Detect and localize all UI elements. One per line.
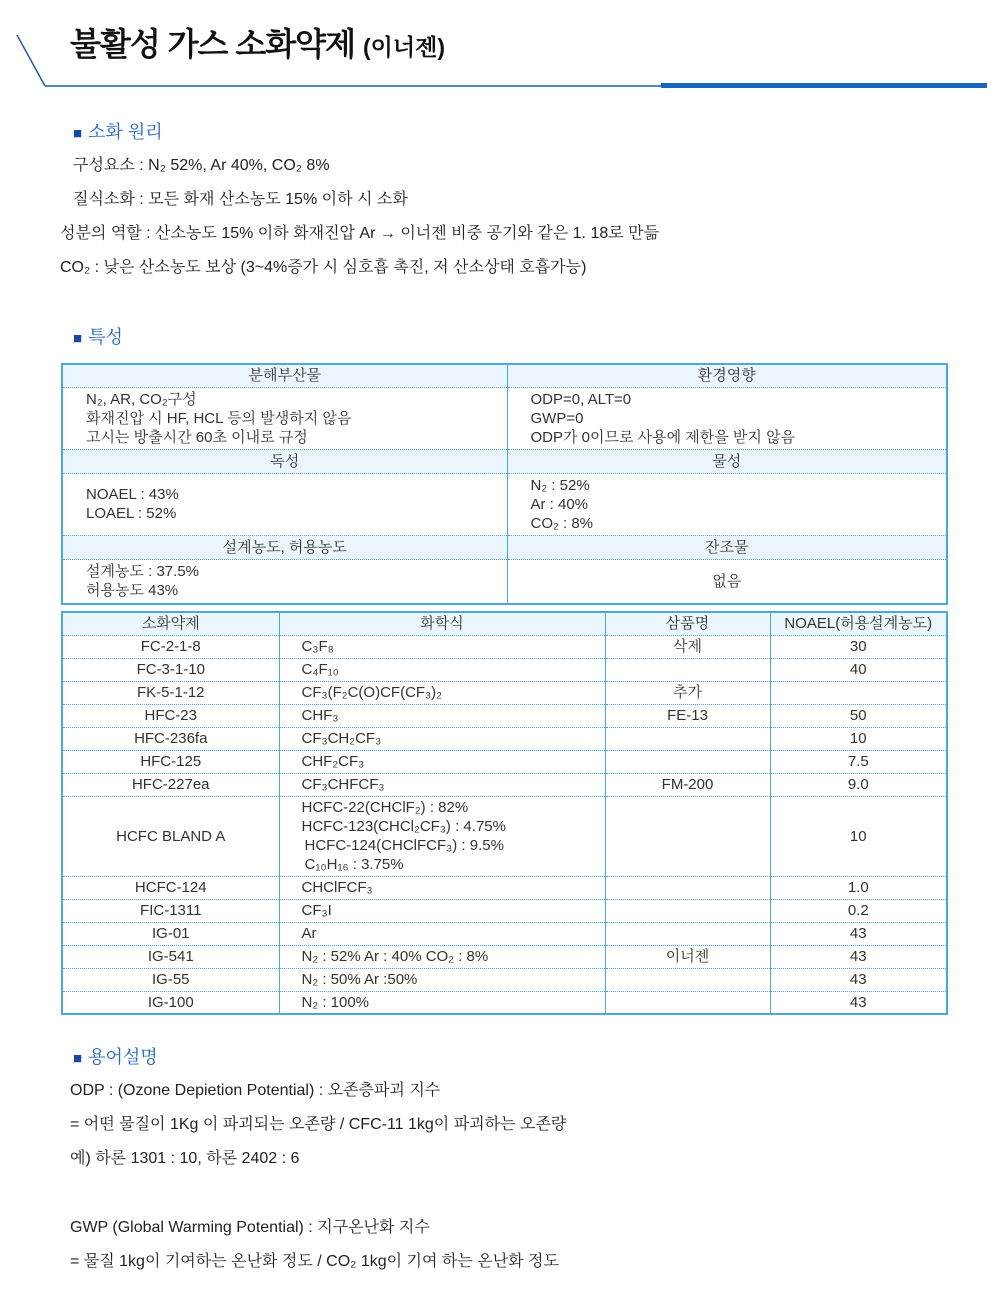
page-title-subtitle: (이너젠) bbox=[363, 34, 445, 60]
cell-line: ODP가 0이므로 사용에 제한을 받지 않음 bbox=[530, 428, 796, 446]
properties-header-row bbox=[62, 535, 947, 559]
header-agent: 소화약제 bbox=[62, 612, 279, 635]
section-heading-terms bbox=[73, 1046, 158, 1070]
header-decomposition-products: 분해부산물 bbox=[62, 364, 507, 387]
noael-cell: 40 bbox=[770, 658, 947, 681]
cell-line: Ar : 40% bbox=[530, 495, 589, 513]
term-gwp-line: GWP (Global Warming Potential) : 지구온난화 지수 bbox=[70, 1219, 430, 1236]
cell-line: N₂, AR, CO₂구성 bbox=[86, 390, 197, 408]
formula-cell bbox=[279, 796, 605, 876]
product-name-cell bbox=[605, 968, 770, 991]
section-heading-label: 특성 bbox=[88, 327, 123, 347]
design-concentration-cell bbox=[62, 559, 507, 604]
formula-cell: CF₃(F₂C(O)CF(CF₃)₂ bbox=[279, 681, 605, 704]
header-product-name: 삼품명 bbox=[605, 612, 770, 635]
product-name-cell bbox=[605, 899, 770, 922]
formula-cell: CF₃I bbox=[279, 899, 605, 922]
cell-line: 허용농도 43% bbox=[86, 582, 179, 600]
agent-name-cell: HCFC BLAND A bbox=[62, 796, 279, 876]
product-name-cell bbox=[605, 750, 770, 773]
page-title bbox=[70, 24, 445, 67]
table-row bbox=[62, 681, 947, 704]
product-name-cell: 삭제 bbox=[605, 635, 770, 658]
formula-cell: Ar bbox=[279, 922, 605, 945]
formula-cell: N₂ : 50% Ar :50% bbox=[279, 968, 605, 991]
table-row bbox=[62, 773, 947, 796]
noael-cell: 43 bbox=[770, 945, 947, 968]
header-diagonal-rule bbox=[17, 35, 45, 86]
bullet-square-icon: ■ bbox=[73, 125, 83, 142]
section-heading-label: 용어설명 bbox=[88, 1047, 158, 1067]
properties-content-row bbox=[62, 473, 947, 535]
agent-name-cell: IG-01 bbox=[62, 922, 279, 945]
table-row bbox=[62, 750, 947, 773]
agent-name-cell: FC-2-1-8 bbox=[62, 635, 279, 658]
page-title-main: 불활성 가스 소화약제 bbox=[70, 26, 355, 62]
agent-name-cell: HFC-23 bbox=[62, 704, 279, 727]
cell-line: 없음 bbox=[712, 572, 742, 590]
table-row bbox=[62, 922, 947, 945]
formula-line: HCFC-123(CHCl₂CF₃) : 4.75% bbox=[301, 818, 506, 835]
product-name-cell: FM-200 bbox=[605, 773, 770, 796]
cell-line: GWP=0 bbox=[530, 409, 584, 427]
noael-cell: 43 bbox=[770, 922, 947, 945]
noael-cell: 10 bbox=[770, 727, 947, 750]
header-thick-bar bbox=[661, 83, 987, 88]
agent-name-cell: IG-100 bbox=[62, 991, 279, 1014]
agent-name-cell: HFC-227ea bbox=[62, 773, 279, 796]
formula-cell: CHClFCF₃ bbox=[279, 876, 605, 899]
noael-cell: 0.2 bbox=[770, 899, 947, 922]
product-name-cell bbox=[605, 991, 770, 1014]
formula-cell: N₂ : 100% bbox=[279, 991, 605, 1014]
properties-content-row bbox=[62, 559, 947, 604]
term-gwp-definition-line: = 물질 1kg이 기여하는 온난화 정도 / CO₂ 1kg이 기여 하는 온난화 정도 bbox=[70, 1253, 559, 1270]
table-row bbox=[62, 727, 947, 750]
formula-line: HCFC-22(CHClF₂) : 82% bbox=[301, 799, 469, 816]
principle-composition-line: 구성요소 : N₂ 52%, Ar 40%, CO₂ 8% bbox=[73, 157, 330, 174]
formula-cell: CHF₂CF₃ bbox=[279, 750, 605, 773]
formula-cell: CF₃CHFCF₃ bbox=[279, 773, 605, 796]
noael-cell: 1.0 bbox=[770, 876, 947, 899]
cell-line: 설계농도 : 37.5% bbox=[86, 563, 199, 581]
cell-line: NOAEL : 43% bbox=[86, 486, 179, 503]
principle-suffocation-line: 질식소화 : 모든 화재 산소농도 15% 이하 시 소화 bbox=[73, 191, 408, 208]
product-name-cell bbox=[605, 796, 770, 876]
principle-co2-line: CO₂ : 낮은 산소농도 보상 (3~4%증가 시 심호흡 촉진, 저 산소상태 호흡가능) bbox=[60, 259, 587, 276]
agents-header-row bbox=[62, 612, 947, 635]
toxicity-cell bbox=[62, 473, 507, 535]
bullet-square-icon: ■ bbox=[73, 330, 83, 347]
agent-name-cell: FK-5-1-12 bbox=[62, 681, 279, 704]
noael-cell bbox=[770, 681, 947, 704]
agent-name-cell: IG-55 bbox=[62, 968, 279, 991]
table-row bbox=[62, 968, 947, 991]
agent-name-cell: HCFC-124 bbox=[62, 876, 279, 899]
physical-properties-cell bbox=[507, 473, 947, 535]
agent-name-cell: FIC-1311 bbox=[62, 899, 279, 922]
formula-line: C₁₀H₁₆ : 3.75% bbox=[304, 856, 404, 873]
noael-cell: 10 bbox=[770, 796, 947, 876]
formula-cell: CF₃CH₂CF₃ bbox=[279, 727, 605, 750]
environmental-impact-cell bbox=[507, 387, 947, 449]
product-name-cell bbox=[605, 658, 770, 681]
cell-line: CO₂ : 8% bbox=[530, 514, 594, 532]
header-noael: NOAEL(허용설계농도) bbox=[770, 612, 947, 635]
cell-line: LOAEL : 52% bbox=[86, 505, 177, 522]
section-heading-label: 소화 원리 bbox=[88, 122, 163, 142]
product-name-cell: FE-13 bbox=[605, 704, 770, 727]
agent-name-cell: FC-3-1-10 bbox=[62, 658, 279, 681]
table-row bbox=[62, 704, 947, 727]
noael-cell: 7.5 bbox=[770, 750, 947, 773]
formula-cell: CHF₃ bbox=[279, 704, 605, 727]
section-heading-features bbox=[73, 326, 123, 350]
noael-cell: 9.0 bbox=[770, 773, 947, 796]
formula-line: HCFC-124(CHClFCF₃) : 9.5% bbox=[304, 837, 504, 854]
extinguishing-agents-table bbox=[61, 611, 948, 1015]
properties-header-row bbox=[62, 364, 947, 387]
principle-role-line: 성분의 역할 : 산소농도 15% 이하 화재진압 Ar → 이너젠 비중 공기와 같은 1. 18로 만듦 bbox=[60, 225, 660, 242]
table-row bbox=[62, 635, 947, 658]
cell-line: N₂ : 52% bbox=[530, 476, 590, 494]
table-row bbox=[62, 899, 947, 922]
product-name-cell: 이너젠 bbox=[605, 945, 770, 968]
formula-cell: C₃F₈ bbox=[279, 635, 605, 658]
noael-cell: 43 bbox=[770, 991, 947, 1014]
cell-line: 화재진압 시 HF, HCL 등의 발생하지 않음 bbox=[86, 409, 352, 427]
header-residue: 잔조물 bbox=[507, 535, 947, 559]
term-odp-example-line: 예) 하론 1301 : 10, 하론 2402 : 6 bbox=[70, 1150, 300, 1167]
section-heading-principle bbox=[73, 121, 163, 145]
table-row bbox=[62, 876, 947, 899]
formula-cell: N₂ : 52% Ar : 40% CO₂ : 8% bbox=[279, 945, 605, 968]
term-odp-line: ODP : (Ozone Depietion Potential) : 오존층파괴 지수 bbox=[70, 1082, 441, 1099]
properties-header-row bbox=[62, 449, 947, 473]
product-name-cell bbox=[605, 876, 770, 899]
noael-cell: 43 bbox=[770, 968, 947, 991]
table-row bbox=[62, 658, 947, 681]
bullet-square-icon: ■ bbox=[73, 1050, 83, 1067]
term-odp-definition-line: = 어떤 물질이 1Kg 이 파괴되는 오존량 / CFC-11 1kg이 파괴하는 오존량 bbox=[70, 1116, 567, 1133]
header-environmental-impact: 환경영향 bbox=[507, 364, 947, 387]
noael-cell: 50 bbox=[770, 704, 947, 727]
residue-cell bbox=[507, 559, 947, 604]
agent-name-cell: HFC-236fa bbox=[62, 727, 279, 750]
agent-name-cell: HFC-125 bbox=[62, 750, 279, 773]
agent-name-cell: IG-541 bbox=[62, 945, 279, 968]
properties-table bbox=[61, 363, 948, 605]
decomposition-products-cell bbox=[62, 387, 507, 449]
cell-line: ODP=0, ALT=0 bbox=[530, 390, 632, 408]
product-name-cell bbox=[605, 727, 770, 750]
product-name-cell bbox=[605, 922, 770, 945]
table-row bbox=[62, 945, 947, 968]
table-row bbox=[62, 991, 947, 1014]
formula-cell: C₄F₁₀ bbox=[279, 658, 605, 681]
properties-content-row bbox=[62, 387, 947, 449]
header-physical-properties: 물성 bbox=[507, 449, 947, 473]
header-design-concentration: 설계농도, 허용농도 bbox=[62, 535, 507, 559]
cell-line: 고시는 방출시간 60초 이내로 규정 bbox=[86, 428, 308, 446]
noael-cell: 30 bbox=[770, 635, 947, 658]
product-name-cell: 추가 bbox=[605, 681, 770, 704]
header-formula: 화학식 bbox=[279, 612, 605, 635]
table-row bbox=[62, 796, 947, 876]
header-toxicity: 독성 bbox=[62, 449, 507, 473]
